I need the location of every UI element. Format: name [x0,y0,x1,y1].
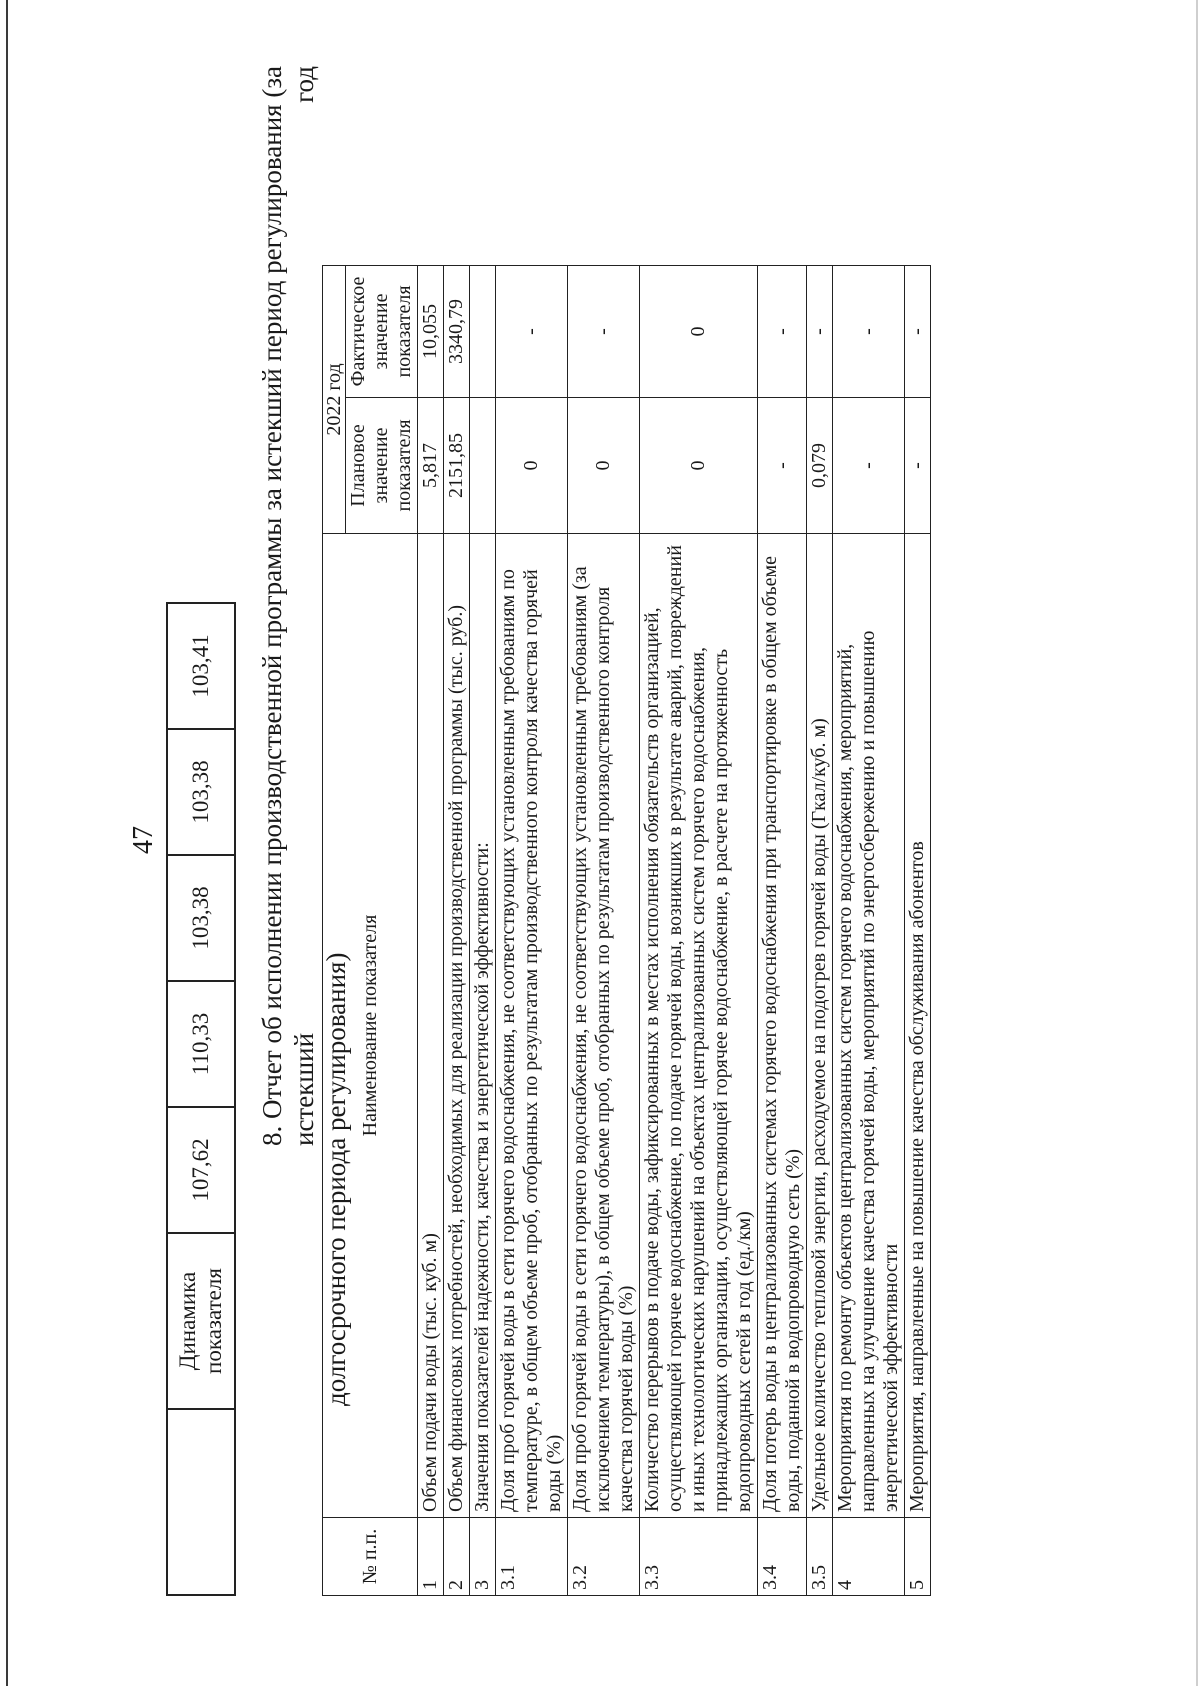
row-actual-value: - [568,266,640,398]
row-planned-value: 0 [640,398,758,534]
dynamics-value: 110,33 [167,981,235,1107]
row-name: Удельное количество тепловой энергии, расходуемое на подогрев горячей воды (Гкал/куб. м) [807,534,833,1518]
section-title-line-1: 8. Отчет об исполнении производственной программы за истекший период регулирования (за истекший год [257,66,319,1146]
row-number: 2 [444,1518,470,1596]
row-actual-value: - [833,266,905,398]
header-name: Наименование показателя [323,534,418,1518]
table-row [833,266,905,1596]
row-number: 1 [418,1518,444,1596]
row-planned-value: 5,817 [418,398,444,534]
row-number: 3.1 [496,1518,568,1596]
header-year: 2022 год [323,266,346,534]
row-name: Объем подачи воды (тыс. куб. м) [418,534,444,1518]
row-actual-value: - [807,266,833,398]
header-number: № п.п. [323,1518,418,1596]
table-row [568,266,640,1596]
dynamics-value: 103,41 [167,603,235,729]
row-planned-value: 2151,85 [444,398,470,534]
row-planned-value [470,398,496,534]
row-actual-value: 10,055 [418,266,444,398]
row-number: 3.5 [807,1518,833,1596]
row-planned-value: 0 [568,398,640,534]
row-name: Мероприятия по ремонту объектов централизованных систем горячего водоснабжения, мероприятий, направленных на улучшение качества горячей воды, мероприятий по энергосбережению и повышению энергетической эффективности [833,534,905,1518]
row-number: 4 [833,1518,905,1596]
dynamics-value: 103,38 [167,729,235,855]
row-number: 3.2 [568,1518,640,1596]
row-actual-value: - [905,266,931,398]
row-actual-value: - [758,266,807,398]
dynamics-label: Динамика показателя [167,1233,235,1409]
row-number: 3 [470,1518,496,1596]
row-planned-value: - [758,398,807,534]
row-actual-value: 0 [640,266,758,398]
row-name: Доля потерь воды в централизованных системах горячего водоснабжения при транспортировке в общем объеме воды, поданной в водопроводную сеть (%) [758,534,807,1518]
header-row [323,266,346,1596]
row-actual-value: 3340,79 [444,266,470,398]
row-number: 3.3 [640,1518,758,1596]
row-actual-value: - [496,266,568,398]
table-row [470,266,496,1596]
row-planned-value: - [833,398,905,534]
row-number: 3.4 [758,1518,807,1596]
row-planned-value: 0 [496,398,568,534]
table-row [496,266,568,1596]
row-actual-value [470,266,496,398]
row-name: Объем финансовых потребностей, необходимых для реализации производственной программы (тыс. руб.) [444,534,470,1518]
table-row [418,266,444,1596]
table-row [807,266,833,1596]
production-program-report-table [322,265,931,1596]
row-name: Мероприятия, направленные на повышение качества обслуживания абонентов [905,534,931,1518]
row-name: Значения показателей надежности, качества и энергетической эффективности: [470,534,496,1518]
row-planned-value: 0,079 [807,398,833,534]
dynamics-empty-cell [167,1409,235,1595]
row-planned-value: - [905,398,931,534]
table-row [640,266,758,1596]
page-number: 47 [128,826,159,854]
header-actual: Фактическое значение показателя [346,266,418,398]
row-name: Доля проб горячей воды в сети горячего водоснабжения, не соответствующих установленным требованиям (за исключением температуры), в общем объеме проб, отобранных по результатам производственного контроля качества горячей воды (%) [568,534,640,1518]
table-row [905,266,931,1596]
section-title-line-2: долгосрочного периода регулирования) [321,952,351,1406]
header-planned: Плановое значение показателя [346,398,418,534]
dynamics-value: 107,62 [167,1107,235,1233]
table-row [758,266,807,1596]
row-number: 5 [905,1518,931,1596]
dynamics-table [166,602,236,1596]
dynamics-row [167,603,235,1595]
row-name: Доля проб горячей воды в сети горячего водоснабжения, не соответствующих установленным требованиям по температуре, в общем объеме проб, отобранных по результатам производственного контроля качества горячей воды (%) [496,534,568,1518]
row-name: Количество перерывов в подаче воды, зафиксированных в местах исполнения обязательств организацией, осуществляющей горячее водоснабжение, по подаче горячей воды, возникших в результате аварий, повреждений и иных технологических нарушений на объектах централизованных систем горячего водоснабжения, принадлежащих организации, осуществляющей горячее водоснабжение, в расчете на протяженность водопроводных сетей в год (ед./км) [640,534,758,1518]
dynamics-value: 103,38 [167,855,235,981]
table-row [444,266,470,1596]
